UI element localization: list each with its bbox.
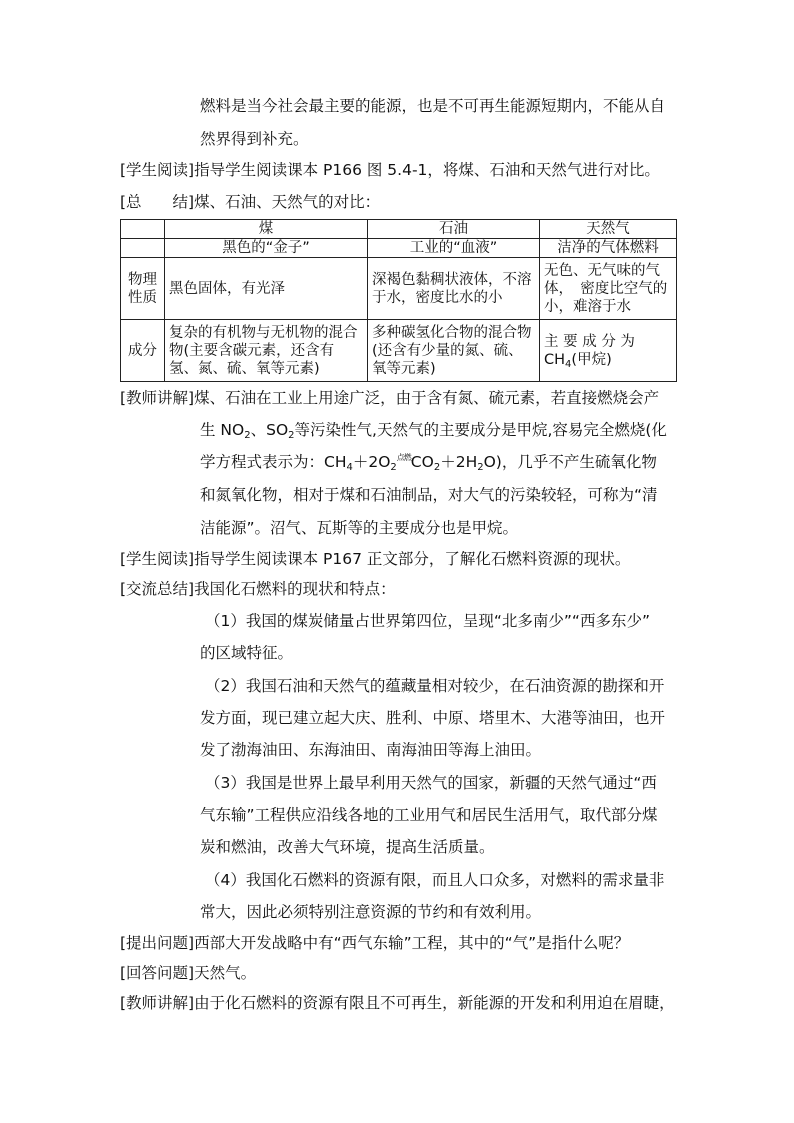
table-subheader-row bbox=[121, 239, 677, 258]
header-coal: 煤 bbox=[165, 220, 368, 239]
cell-coal-composition: 复杂的有机物与无机物的混合物(主要含碳元素，还含有氢、氮、硫、氧等元素) bbox=[165, 320, 368, 382]
gas-composition-text: 主 要 成 分 为 bbox=[544, 333, 635, 350]
header-gas: 天然气 bbox=[540, 220, 677, 239]
header-oil: 石油 bbox=[368, 220, 540, 239]
exchange-summary: [交流总结]我国化石燃料的现状和特点： bbox=[120, 580, 396, 598]
teacher-explanation-1-line-2: 生 $NO_2$、$SO_2$等污染性气,天然气的主要成分是甲烷,容易完全燃烧(化 bbox=[200, 421, 667, 441]
cell-gas-composition bbox=[540, 320, 677, 382]
reaction-condition: 点燃 bbox=[396, 453, 411, 462]
header-empty-cell bbox=[121, 220, 165, 239]
cell-oil-composition: 多种碳氢化合物的混合物(还含有少量的氮、硫、氧等元素) bbox=[368, 320, 540, 382]
row-label-composition: 成分 bbox=[121, 320, 165, 382]
student-reading-2: [学生阅读]指导学生阅读课本 P167 正文部分，了解化石燃料资源的现状。 bbox=[120, 550, 631, 568]
teacher-explanation-1-line-4: 和氮氧化物，相对于煤和石油制品，对大气的污染较轻，可称为“清 bbox=[200, 486, 658, 504]
cell-gas-physical: 无色、无气味的气体， 密度比空气的小，难溶于水 bbox=[540, 258, 677, 320]
teacher-explanation-1-line-1: [教师讲解]煤、石油在工业上用途广泛，由于含有氮、硫元素，若直接燃烧会产 bbox=[120, 389, 660, 407]
gas-composition-note: (甲烷) bbox=[571, 351, 612, 368]
summary-heading bbox=[120, 192, 380, 212]
student-reading-1: [学生阅读]指导学生阅读课本 P166 图 5.4-1，将煤、石油和天然气进行对比。 bbox=[120, 161, 660, 179]
chemical-equation-line: 学方程式表示为：$CH_4+2O_2^{点燃}CO_2+2H_2O$)，几乎不产生硫氧化物 bbox=[200, 453, 657, 473]
raise-question: [提出问题]西部大开发战略中有“西气东输”工程，其中的“气”是指什么呢？ bbox=[120, 934, 630, 952]
cell-coal-physical: 黑色固体，有光泽 bbox=[165, 258, 368, 320]
subheader-coal: 黑色的“金子” bbox=[165, 239, 368, 258]
point-3-line-2: 气东输”工程供应沿线各地的工业用气和居民生活用气，取代部分煤 bbox=[200, 806, 658, 824]
point-3-line-3: 炭和燃油，改善大气环境，提高生活质量。 bbox=[200, 838, 495, 856]
cell-oil-physical: 深褐色黏稠状液体，不溶于水，密度比水的小 bbox=[368, 258, 540, 320]
table-row bbox=[121, 320, 677, 382]
teacher-explanation-2: [教师讲解]由于化石燃料的资源有限且不可再生，新能源的开发和利用迫在眉睫， bbox=[120, 994, 675, 1012]
summary-prefix: [总 结] bbox=[120, 193, 195, 211]
table-row bbox=[121, 258, 677, 320]
teacher-prefix: [教师讲解] bbox=[120, 389, 195, 407]
row-label-line: 性质 bbox=[128, 289, 157, 306]
answer-question: [回答问题]天然气。 bbox=[120, 964, 257, 982]
intro-line-2: 然界得到补充。 bbox=[200, 130, 309, 148]
subheader-empty-cell bbox=[121, 239, 165, 258]
point-2-line-3: 发了渤海油田、东海油田、南海油田等海上油田。 bbox=[200, 741, 542, 759]
row-label-line: 物理 bbox=[128, 271, 157, 288]
point-1-line-2: 的区域特征。 bbox=[200, 644, 294, 662]
point-4-line-2: 常大，因此必须特别注意资源的节约和有效利用。 bbox=[200, 903, 542, 921]
comparison-table bbox=[120, 219, 677, 382]
gas-formula: $CH_4$ bbox=[544, 351, 572, 370]
intro-line-1: 燃料是当今社会最主要的能源，也是不可再生能源短期内，不能从自 bbox=[200, 97, 666, 115]
subheader-oil: 工业的“血液” bbox=[368, 239, 540, 258]
point-3-line-1: （3）我国是世界上最早利用天然气的国家，新疆的天然气通过“西 bbox=[205, 774, 657, 792]
subheader-gas: 洁净的气体燃料 bbox=[540, 239, 677, 258]
point-1-line-1: （1）我国的煤炭储量占世界第四位，呈现“北多南少”“西多东少” bbox=[205, 612, 650, 630]
table-header-row bbox=[121, 220, 677, 239]
point-2-line-2: 发方面，现已建立起大庆、胜利、中原、塔里木、大港等油田，也开 bbox=[200, 709, 666, 727]
row-label-physical bbox=[121, 258, 165, 320]
point-2-line-1: （2）我国石油和天然气的蕴藏量相对较少，在石油资源的勘探和开 bbox=[205, 677, 665, 695]
teacher-explanation-1-line-5: 洁能源”。沼气、瓦斯等的主要成分也是甲烷。 bbox=[200, 519, 519, 537]
summary-text: 煤、石油、天然气的对比： bbox=[194, 193, 381, 211]
point-4-line-1: （4）我国化石燃料的资源有限，而且人口众多，对燃料的需求量非 bbox=[205, 871, 665, 889]
